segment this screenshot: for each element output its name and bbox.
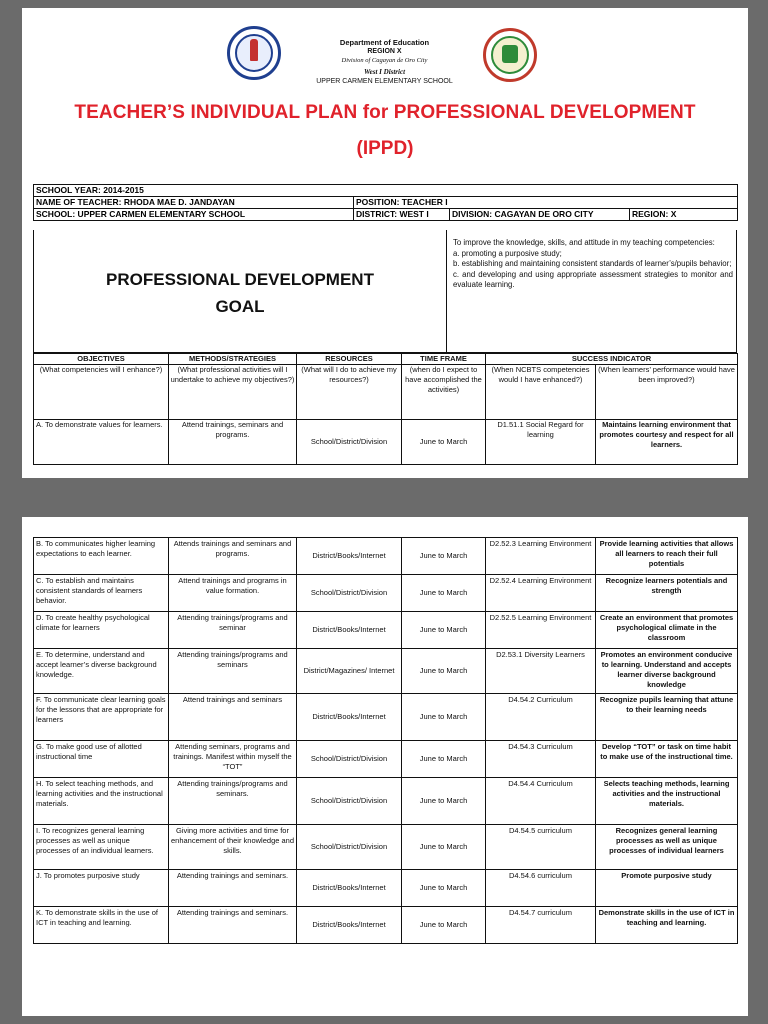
info-row <box>34 197 738 209</box>
row-objective: D. To create healthy psychological climate for learners <box>34 612 169 649</box>
row-resource: District/Books/Internet <box>297 870 402 907</box>
row-indicator: Demonstrate skills in the use of ICT in teaching and learning. <box>596 907 738 944</box>
district-name: West I District <box>363 68 406 76</box>
district-field: DISTRICT: WEST I <box>354 209 450 221</box>
row-objective: J. To promotes purposive study <box>34 870 169 907</box>
table-row <box>34 420 738 465</box>
subheader-time-frame: (when do I expect to have accomplished the activities) <box>402 365 486 420</box>
school-seal-logo <box>483 28 537 82</box>
subheader-methods: (What professional activities will I undertake to achieve my objectives?) <box>169 365 297 420</box>
table-row <box>34 649 738 694</box>
goal-section <box>33 230 737 353</box>
teacher-name: NAME OF TEACHER: RHODA MAE D. JANDAYAN <box>34 197 354 209</box>
subheader-objectives: (What competencies will I enhance?) <box>34 365 169 420</box>
row-method: Giving more activities and time for enhancement of their knowledge and skills. <box>169 825 297 870</box>
table-row <box>34 575 738 612</box>
row-resource: District/Books/Internet <box>297 612 402 649</box>
row-indicator: Recognizes general learning processes as well as unique processes of individual learners <box>596 825 738 870</box>
row-time-frame: June to March <box>402 694 486 741</box>
goal-text-line: c. and developing and using appropriate assessment strategies to monitor and evaluate learning. <box>453 269 733 290</box>
letterhead <box>22 8 748 98</box>
row-objective: E. To determine, understand and accept learner’s diverse background knowledge. <box>34 649 169 694</box>
table-row <box>34 612 738 649</box>
row-ncbts: D2.52.4 Learning Environment <box>486 575 596 612</box>
row-method: Attend trainings and seminars <box>169 694 297 741</box>
row-method: Attending trainings/programs and seminars. <box>169 778 297 825</box>
row-resource: School/District/Division <box>297 741 402 778</box>
row-indicator: Selects teaching methods, learning activities and the instructional materials. <box>596 778 738 825</box>
info-row <box>34 185 738 197</box>
row-method: Attending trainings and seminars. <box>169 907 297 944</box>
goal-heading-cell <box>34 230 447 352</box>
row-resource: School/District/Division <box>297 575 402 612</box>
row-time-frame: June to March <box>402 612 486 649</box>
row-objective: C. To establish and maintains consistent standards of learners behavior. <box>34 575 169 612</box>
header-resources: RESOURCES <box>297 354 402 365</box>
info-row <box>34 209 738 221</box>
row-resource: District/Magazines/ Internet <box>297 649 402 694</box>
row-time-frame: June to March <box>402 825 486 870</box>
row-time-frame: June to March <box>402 870 486 907</box>
row-time-frame: June to March <box>402 907 486 944</box>
row-ncbts: D4.54.3 Curriculum <box>486 741 596 778</box>
table-row <box>34 694 738 741</box>
row-method: Attend trainings and programs in value formation. <box>169 575 297 612</box>
letterhead-text <box>282 38 487 86</box>
row-indicator: Promote purposive study <box>596 870 738 907</box>
row-resource: School/District/Division <box>297 778 402 825</box>
table-row <box>34 870 738 907</box>
row-time-frame: June to March <box>402 420 486 465</box>
row-time-frame: June to March <box>402 538 486 575</box>
row-indicator: Recognize learners potentials and strength <box>596 575 738 612</box>
row-objective: G. To make good use of allotted instructional time <box>34 741 169 778</box>
row-objective: A. To demonstrate values for learners. <box>34 420 169 465</box>
header-methods: METHODS/STRATEGIES <box>169 354 297 365</box>
row-resource: District/Books/Internet <box>297 694 402 741</box>
row-indicator: Develop “TOT” or task on time habit to make use of the instructional time. <box>596 741 738 778</box>
school-year: SCHOOL YEAR: 2014-2015 <box>34 185 738 197</box>
row-time-frame: June to March <box>402 649 486 694</box>
teacher-position: POSITION: TEACHER I <box>354 197 738 209</box>
row-resource: District/Books/Internet <box>297 907 402 944</box>
row-resource: School/District/Division <box>297 825 402 870</box>
teacher-info-table <box>33 184 738 221</box>
row-ncbts: D4.54.4 Curriculum <box>486 778 596 825</box>
row-method: Attending seminars, programs and trainings. Manifest within myself the “TOT” <box>169 741 297 778</box>
table-row <box>34 778 738 825</box>
goal-heading <box>34 266 446 320</box>
row-indicator: Provide learning activities that allows all learners to reach their full potentials <box>596 538 738 575</box>
row-method: Attends trainings and seminars and programs. <box>169 538 297 575</box>
page-subtitle: (IPPD) <box>356 138 414 159</box>
table-row <box>34 538 738 575</box>
row-indicator: Maintains learning environment that promotes courtesy and respect for all learners. <box>596 420 738 465</box>
document-page-1 <box>22 8 748 478</box>
deped-seal-logo <box>227 26 281 80</box>
row-ncbts: D4.54.5 curriculum <box>486 825 596 870</box>
row-ncbts: D2.53.1 Diversity Learners <box>486 649 596 694</box>
row-indicator: Recognize pupils learning that attune to their learning needs <box>596 694 738 741</box>
row-objective: F. To communicate clear learning goals for the lessons that are appropriate for learners <box>34 694 169 741</box>
row-method: Attending trainings and seminars. <box>169 870 297 907</box>
region-name: REGION X <box>367 48 402 55</box>
table-subheader-row <box>34 365 738 420</box>
row-ncbts: D2.52.5 Learning Environment <box>486 612 596 649</box>
school-name: UPPER CARMEN ELEMENTARY SCHOOL <box>316 78 453 85</box>
header-success-indicator: SUCCESS INDICATOR <box>486 354 738 365</box>
objectives-table-continued <box>33 537 738 944</box>
row-indicator: Promotes an environment conducive to learning. Understand and accepts learner diverse background knowledge <box>596 649 738 694</box>
region-field: REGION: X <box>630 209 738 221</box>
row-time-frame: June to March <box>402 741 486 778</box>
subheader-ncbts: (When NCBTS competencies would I have enhanced?) <box>486 365 596 420</box>
row-objective: B. To communicates higher learning expectations to each learner. <box>34 538 169 575</box>
objectives-table <box>33 353 738 465</box>
division-field: DIVISION: CAGAYAN DE ORO CITY <box>450 209 630 221</box>
header-objectives: OBJECTIVES <box>34 354 169 365</box>
school-field: SCHOOL: UPPER CARMEN ELEMENTARY SCHOOL <box>34 209 354 221</box>
table-header-row <box>34 354 738 365</box>
row-ncbts: D1.51.1 Social Regard for learning <box>486 420 596 465</box>
row-resource: School/District/Division <box>297 420 402 465</box>
goal-heading-line2: GOAL <box>215 297 265 316</box>
table-row <box>34 907 738 944</box>
row-ncbts: D4.54.6 curriculum <box>486 870 596 907</box>
header-time-frame: TIME FRAME <box>402 354 486 365</box>
row-ncbts: D4.54.2 Curriculum <box>486 694 596 741</box>
row-objective: H. To select teaching methods, and learning activities and the instructional materials. <box>34 778 169 825</box>
document-page-2 <box>22 517 748 1016</box>
row-resource: District/Books/Internet <box>297 538 402 575</box>
row-indicator: Create an environment that promotes psychological climate in the classroom <box>596 612 738 649</box>
table-row <box>34 825 738 870</box>
subheader-resources: (What will I do to achieve my resources?) <box>297 365 402 420</box>
page-title: TEACHER’S INDIVIDUAL PLAN for PROFESSIONAL DEVELOPMENT <box>74 102 696 123</box>
row-time-frame: June to March <box>402 575 486 612</box>
goal-text-line: a. promoting a purposive study; <box>453 248 562 258</box>
row-time-frame: June to March <box>402 778 486 825</box>
goal-heading-line1: PROFESSIONAL DEVELOPMENT <box>106 270 374 289</box>
row-method: Attend trainings, seminars and programs. <box>169 420 297 465</box>
goal-text-line: b. establishing and maintaining consistent standards of learner’s/pupils behavior; <box>453 259 732 269</box>
goal-description <box>453 238 733 291</box>
division-name: Division of Cagayan de Oro City <box>341 57 428 64</box>
row-method: Attending trainings/programs and seminars <box>169 649 297 694</box>
row-ncbts: D2.52.3 Learning Environment <box>486 538 596 575</box>
subheader-performance: (When learners’ performance would have been improved?) <box>596 365 738 420</box>
goal-text-line: To improve the knowledge, skills, and attitude in my teaching competencies: <box>453 238 715 247</box>
row-objective: K. To demonstrate skills in the use of ICT in teaching and learning. <box>34 907 169 944</box>
row-objective: I. To recognizes general learning processes as well as unique processes of an individual learners. <box>34 825 169 870</box>
row-method: Attending trainings/programs and seminar <box>169 612 297 649</box>
row-ncbts: D4.54.7 curriculum <box>486 907 596 944</box>
department-name: Department of Education <box>339 38 430 47</box>
table-row <box>34 741 738 778</box>
